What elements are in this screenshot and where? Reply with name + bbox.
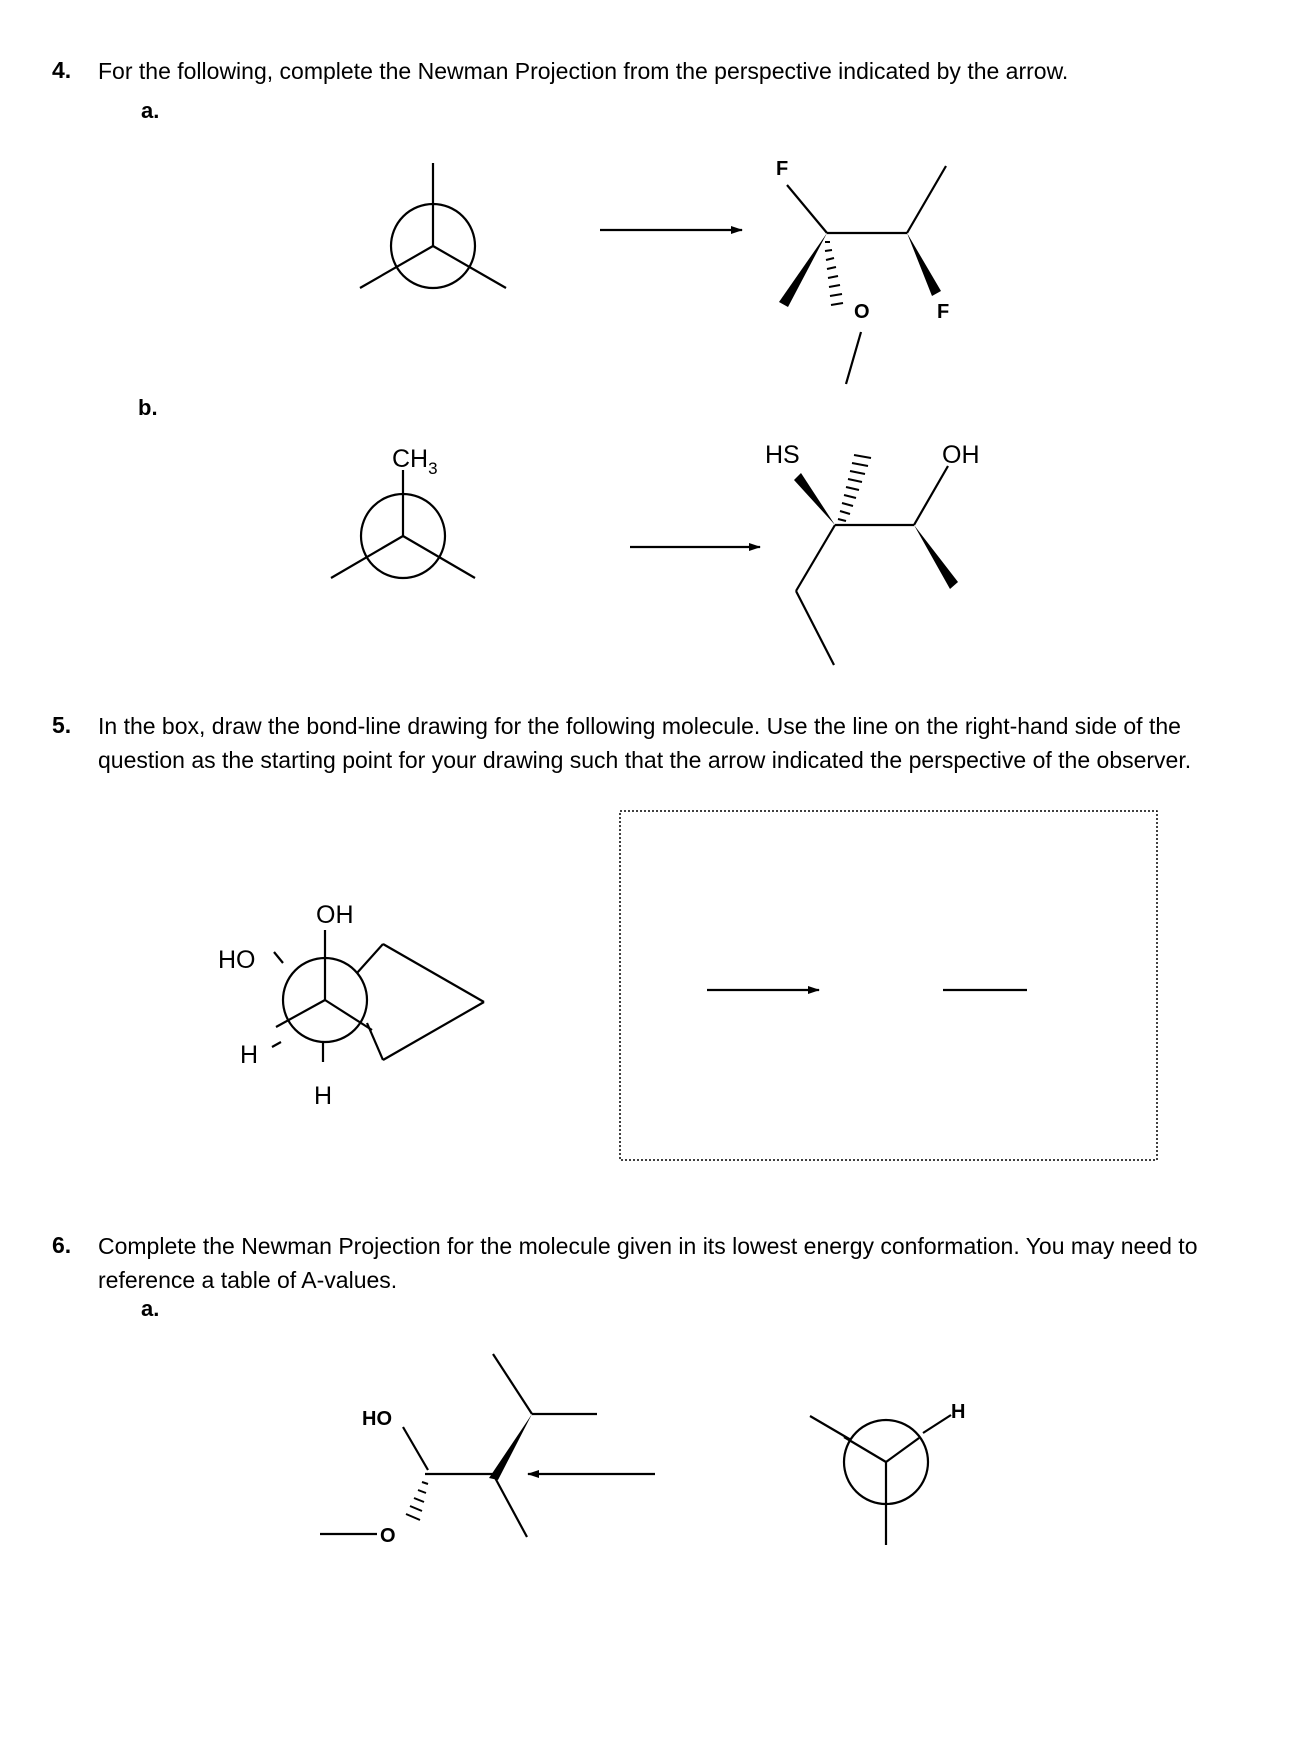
atom-label-h: H xyxy=(951,1401,966,1423)
question-5-text-line1: In the box, draw the bond-line drawing for the following molecule. Use the line on the right-hand side of the xyxy=(98,713,1181,739)
newman-projection-6a xyxy=(810,1415,951,1545)
question-5-text-line2: question as the starting point for your drawing such that the arrow indicated the perspective of the observer. xyxy=(98,747,1192,773)
wedge-bond xyxy=(914,525,958,589)
wedge-bond xyxy=(779,233,827,307)
question-6-number: 6. xyxy=(52,1232,72,1258)
hash-bond xyxy=(406,1482,428,1520)
molecule-4b xyxy=(765,441,980,665)
question-4-number: 4. xyxy=(52,57,72,83)
wedge-bond xyxy=(794,473,835,525)
atom-label-ho: HO xyxy=(362,1408,392,1430)
atom-label-hs: HS xyxy=(765,441,800,469)
question-6a-label: a. xyxy=(141,1296,160,1321)
question-5-number: 5. xyxy=(52,712,72,738)
molecule-6a xyxy=(320,1354,597,1547)
newman-projection-4b xyxy=(331,470,475,578)
hash-bond xyxy=(838,455,871,521)
hash-bond xyxy=(825,242,843,305)
newman-projection-5 xyxy=(272,930,484,1062)
question-4b-label: b. xyxy=(138,395,158,420)
atom-label-oh: OH xyxy=(316,901,354,929)
question-4-text: For the following, complete the Newman Projection from the perspective indicated by the arrow. xyxy=(98,58,1069,84)
question-6-text-line1: Complete the Newman Projection for the molecule given in its lowest energy conformation. You may need to xyxy=(98,1233,1198,1259)
question-6-text-line2: reference a table of A-values. xyxy=(98,1267,398,1293)
wedge-bond xyxy=(907,233,941,296)
atom-label-f-right: F xyxy=(937,301,950,323)
atom-label-oh: OH xyxy=(942,441,980,469)
atom-label-ho: HO xyxy=(218,946,256,974)
atom-label-o: O xyxy=(854,301,870,323)
atom-label-h-left: H xyxy=(240,1041,259,1069)
atom-label-o: O xyxy=(380,1525,396,1547)
question-4a-label: a. xyxy=(141,98,160,123)
molecule-4a xyxy=(776,158,949,384)
newman-projection-4a xyxy=(360,163,506,288)
wedge-bond xyxy=(489,1414,532,1480)
atom-label-f-top: F xyxy=(776,158,789,180)
atom-label-h-bottom: H xyxy=(314,1082,333,1110)
atom-label-ch3: $CH_3$ xyxy=(392,445,438,478)
answer-box[interactable] xyxy=(620,811,1157,1160)
